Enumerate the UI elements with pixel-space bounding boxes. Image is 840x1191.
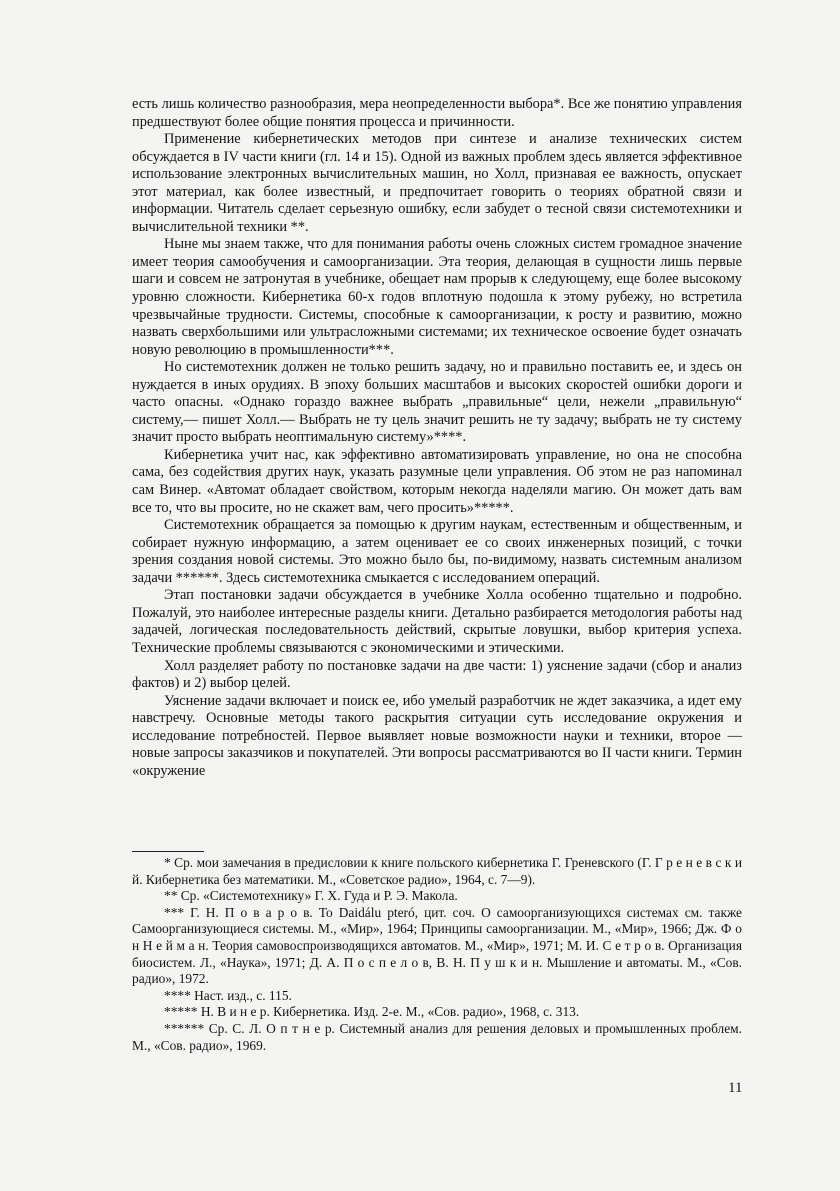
footnote-6: ****** Ср. С. Л. О п т н е р. Системный анализ для решения деловых и промышленных проблем. М., «Сов. радио», 1969. xyxy=(132,1020,742,1053)
paragraph-9: Уяснение задачи включает и поиск ее, ибо умелый разработчик не ждет заказчика, а идет ему навстречу. Основные методы такого раскрытия ситуации суть исследование окружения и исследование потребностей. Первое выявляет новые возможности науки и техники, второе — новые запросы заказчиков и покупателей. Эти вопросы рассматриваются во II части книги. Термин «окружение xyxy=(132,692,742,779)
paragraph-2: Применение кибернетических методов при синтезе и анализе технических систем обсуждается в IV части книги (гл. 14 и 15). Одной из важных проблем здесь является эффективное использование электронных вычислительных машин, но Холл, признавая ее важность, опускает этот материал, как более известный, и предпочитает говорить о теориях обратной связи и информации. Читатель сделает серьезную ошибку, если забудет о тесной связи системотехники и вычислительной техники **. xyxy=(132,131,742,235)
footnote-1: * Ср. мои замечания в предисловии к книге польского кибернетика Г. Греневского (Г. Г р е н е в с к и й. Кибернетика без математики. М., «Советское радио», 1964, с. 7—9). xyxy=(132,855,742,887)
paragraph-8: Холл разделяет работу по постановке задачи на две части: 1) уяснение задачи (сбор и анализ фактов) и 2) выбор целей. xyxy=(132,657,742,692)
footnote-3: *** Г. Н. П о в а р о в. To Daidálu pteró, цит. соч. О самоорганизующихся системах см. также Самоорганизующиеся системы. М., «Мир», 1964; Принципы самоорганизации. М., «Мир», 1966; Дж. Ф о н Н е й м а н. Теория самовоспроизводящихся автоматов. М., «Мир», 1971; М. И. С е т р о в. Организация биосистем. Л., «Наука», 1971; Д. А. П о с п е л о в, В. Н. П у ш к и н. Мышление и автоматы. М., «Сов. радио», 1972. xyxy=(132,904,742,987)
main-text xyxy=(132,96,742,780)
paragraph-1: есть лишь количество разнообразия, мера неопределенности выбора*. Все же понятию управления предшествуют более общие понятия процесса и причинности. xyxy=(132,96,742,130)
paragraph-5: Кибернетика учит нас, как эффективно автоматизировать управление, но она не способна сама, без содействия других наук, указать разумные цели управления. Об этом не раз напоминал сам Винер. «Автомат обладает свойством, которым некогда наделяли магию. Он может дать вам все то, что вы просите, но не скажет вам, чего просить»*****. xyxy=(132,446,742,516)
paragraph-7: Этап постановки задачи обсуждается в учебнике Холла особенно тщательно и подробно. Пожалуй, это наиболее интересные разделы книги. Детально разбирается методология работы над задачей, логическая последовательность действий, скрытые ловушки, выбор критерия успеха. Технические проблемы связываются с экономическими и этическими. xyxy=(132,587,742,656)
paragraph-6: Системотехник обращается за помощью к другим наукам, естественным и общественным, и собирает нужную информацию, а затем оценивает ее со своих инженерных позиций, с точки зрения создания новой системы. Это можно было бы, по-видимому, назвать системным анализом задачи ******. Здесь системотехника смыкается с исследованием операций. xyxy=(132,517,742,586)
footnotes xyxy=(132,855,742,1054)
paragraph-4: Но системотехник должен не только решить задачу, но и правильно поставить ее, и здесь он нуждается в иных орудиях. В эпоху больших масштабов и высоких скоростей ошибки дороги и часто опасны. «Однако гораздо важнее выбрать „правильные“ цели, нежели „правильную“ систему,— пишет Холл.— Выбрать не ту цель значит решить не ту задачу; выбрать не ту систему значит просто выбрать неоптимальную систему»****. xyxy=(132,359,742,446)
footnote-4: **** Наст. изд., с. 115. xyxy=(164,987,292,1003)
page-number: 11 xyxy=(728,1080,743,1096)
footnote-5: ***** Н. В и н е р. Кибернетика. Изд. 2-е. М., «Сов. радио», 1968, с. 313. xyxy=(164,1004,580,1020)
footnote-separator xyxy=(132,851,204,852)
paragraph-3: Ныне мы знаем также, что для понимания работы очень сложных систем громадное значение имеет теория самообучения и самоорганизации. Эта теория, делающая в сущности лишь первые шаги и совсем не затронутая в учебнике, обещает нам прорыв к следующему, еще более высокому уровню сложности. Кибернетика 60-х годов вплотную подошла к этому рубежу, но встретила чрезвычайные трудности. Системы, способные к самоорганизации, к росту и развитию, можно назвать сверхбольшими или ультрасложными системами; их техническое освоение будет означать новую революцию в промышленности***. xyxy=(132,236,742,358)
footnote-2: ** Ср. «Системотехнику» Г. Х. Гуда и Р. Э. Макола. xyxy=(164,888,458,904)
